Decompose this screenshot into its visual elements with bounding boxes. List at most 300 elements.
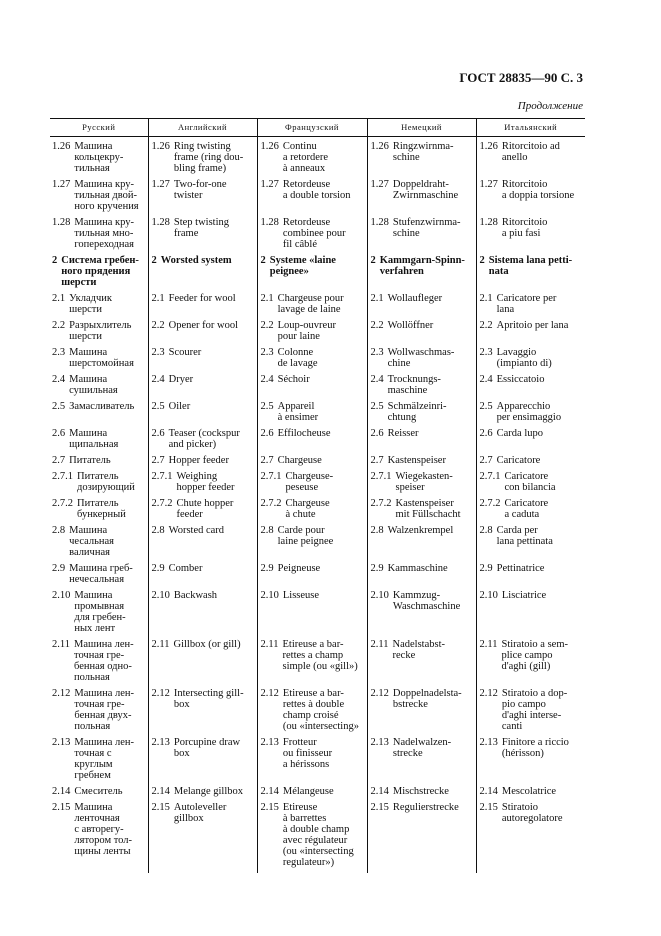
term-cell-french (257, 255, 367, 293)
term-cell-english (148, 563, 257, 590)
term-cell-italian (476, 374, 585, 401)
term-number: 2 (370, 255, 376, 266)
term-text: Opener for wool (168, 320, 239, 331)
table-body (50, 137, 585, 874)
term-cell-german (367, 590, 476, 639)
term-number: 2 (479, 255, 485, 266)
term-cell-german (367, 179, 476, 217)
term-text: Séchoir (277, 374, 310, 385)
table-row (50, 563, 585, 590)
table-row (50, 179, 585, 217)
term-text: Chute hopper feeder (176, 498, 234, 520)
term-text: Stiratoio a dop- pio campo d'aghi interse- canti (501, 688, 568, 732)
term-text: Intersecting gill- box (173, 688, 244, 710)
term-number: 2.1 (151, 293, 165, 304)
term-number: 2.9 (370, 563, 384, 574)
term-cell-french (257, 525, 367, 563)
term-text: Carde pour laine peignee (277, 525, 334, 547)
term-number: 1.28 (370, 217, 389, 228)
table-row (50, 320, 585, 347)
column-header-french: Французский (257, 119, 367, 137)
term-text: Питатель (69, 455, 111, 466)
term-number: 1.27 (260, 179, 279, 190)
term-text: Ritorcitoio a doppia torsione (501, 179, 575, 201)
term-cell-german (367, 498, 476, 525)
term-cell-russian (50, 179, 148, 217)
term-cell-italian (476, 347, 585, 374)
term-text: Colonne de lavage (277, 347, 318, 369)
term-text: Oiler (168, 401, 191, 412)
term-cell-italian (476, 525, 585, 563)
term-number: 2.1 (370, 293, 384, 304)
term-text: Машина сушильная (69, 374, 118, 396)
term-number: 2.14 (260, 786, 279, 797)
term-text: Schmälzeinri- chtung (387, 401, 447, 423)
term-text: Mescolatrice (501, 786, 557, 797)
term-text: Chargeuse pour lavage de laine (277, 293, 344, 315)
term-number: 2.7 (479, 455, 493, 466)
term-cell-russian (50, 737, 148, 786)
term-text: Машина чесальная валичная (69, 525, 115, 558)
term-cell-italian (476, 688, 585, 737)
term-cell-german (367, 293, 476, 320)
table-row (50, 498, 585, 525)
term-cell-french (257, 401, 367, 428)
term-cell-french (257, 428, 367, 455)
term-cell-italian (476, 255, 585, 293)
term-cell-french (257, 217, 367, 255)
term-text: Замасливатель (69, 401, 135, 412)
term-number: 2.4 (370, 374, 384, 385)
term-cell-italian (476, 786, 585, 802)
term-cell-french (257, 347, 367, 374)
term-cell-french (257, 786, 367, 802)
term-text: Машина ленточная с авторегу- лятором тол- щины ленты (74, 802, 133, 857)
term-cell-english (148, 737, 257, 786)
term-text: Разрыхлитель шерсти (69, 320, 132, 342)
term-number: 2.11 (260, 639, 279, 650)
term-cell-italian (476, 802, 585, 873)
term-text: Lisseuse (282, 590, 320, 601)
term-cell-russian (50, 293, 148, 320)
term-number: 2.2 (151, 320, 165, 331)
term-number: 2.6 (370, 428, 384, 439)
term-number: 2.3 (370, 347, 384, 358)
term-number: 2.10 (151, 590, 170, 601)
term-text: Wiegekasten- speiser (395, 471, 453, 493)
term-text: Машина кольцекру- тильная (74, 141, 124, 174)
term-cell-english (148, 590, 257, 639)
term-number: 2.12 (52, 688, 71, 699)
term-cell-french (257, 320, 367, 347)
term-text: Chargeuse (277, 455, 322, 466)
table-row (50, 639, 585, 688)
term-cell-english (148, 293, 257, 320)
term-number: 2.1 (479, 293, 493, 304)
term-cell-french (257, 737, 367, 786)
term-number: 2 (151, 255, 157, 266)
term-text: Машина промывная для гребен- ных лент (74, 590, 126, 634)
term-number: 2.7 (370, 455, 384, 466)
term-cell-english (148, 455, 257, 471)
column-header-italian: Итальянский (476, 119, 585, 137)
term-text: Hopper feeder (168, 455, 229, 466)
term-text: Autoleveller gillbox (173, 802, 227, 824)
term-number: 2.6 (151, 428, 165, 439)
term-cell-french (257, 639, 367, 688)
term-text: Машина щипальная (69, 428, 119, 450)
table-row (50, 737, 585, 786)
term-text: Etireuse a bar- rettes a champ simple (ou «gill») (282, 639, 358, 672)
term-text: Kammgarn-Spinn- verfahren (379, 255, 465, 277)
term-cell-italian (476, 639, 585, 688)
term-cell-french (257, 293, 367, 320)
term-cell-russian (50, 255, 148, 293)
term-text: Caricatore (496, 455, 541, 466)
term-number: 2.3 (479, 347, 493, 358)
term-number: 2.5 (151, 401, 165, 412)
term-text: Машина лен- точная с круглым гребнем (74, 737, 134, 781)
term-number: 2.11 (151, 639, 170, 650)
term-cell-english (148, 217, 257, 255)
term-cell-german (367, 455, 476, 471)
term-cell-italian (476, 137, 585, 180)
term-cell-german (367, 428, 476, 455)
term-cell-russian (50, 347, 148, 374)
term-cell-russian (50, 455, 148, 471)
term-cell-russian (50, 563, 148, 590)
term-number: 2.10 (52, 590, 71, 601)
term-text: Retordeuse combinee pour fil câblé (282, 217, 346, 250)
term-text: Питатель бункерный (77, 498, 126, 520)
term-text: Chargeuse à chute (285, 498, 330, 520)
term-number: 2.11 (370, 639, 389, 650)
term-number: 2.12 (151, 688, 170, 699)
term-text: Wollaufleger (387, 293, 443, 304)
table-row (50, 428, 585, 455)
term-text: Ringzwirnma- schine (392, 141, 454, 163)
term-text: Pettinatrice (496, 563, 545, 574)
term-cell-french (257, 455, 367, 471)
term-number: 2.5 (260, 401, 274, 412)
term-number: 2.5 (52, 401, 66, 412)
term-number: 2.7 (260, 455, 274, 466)
term-text: Walzenkrempel (387, 525, 454, 536)
term-cell-german (367, 217, 476, 255)
term-text: Stiratoio a sem- plice campo d'aghi (gill) (501, 639, 568, 672)
term-number: 2.9 (52, 563, 66, 574)
term-text: Caricatore con bilancia (504, 471, 556, 493)
term-number: 1.28 (52, 217, 71, 228)
term-text: Weighing hopper feeder (176, 471, 235, 493)
term-number: 2.3 (260, 347, 274, 358)
term-text: Essiccatoio (496, 374, 545, 385)
term-number: 2.7.1 (370, 471, 392, 482)
term-number: 2.8 (151, 525, 165, 536)
term-cell-italian (476, 428, 585, 455)
term-number: 2 (52, 255, 58, 266)
term-cell-french (257, 471, 367, 498)
term-text: Step twisting frame (173, 217, 230, 239)
term-number: 2.11 (52, 639, 70, 650)
term-text: Frotteur ou finisseur a hérissons (282, 737, 333, 770)
term-text: Appareil à ensimer (277, 401, 319, 423)
term-cell-italian (476, 471, 585, 498)
term-text: Sistema lana petti- nata (488, 255, 573, 277)
term-cell-german (367, 688, 476, 737)
term-text: Trocknungs- maschine (387, 374, 441, 396)
term-number: 2.8 (479, 525, 493, 536)
term-number: 2.13 (370, 737, 389, 748)
term-cell-russian (50, 471, 148, 498)
term-text: Ritorcitoio ad anello (501, 141, 560, 163)
term-cell-german (367, 374, 476, 401)
term-cell-italian (476, 737, 585, 786)
term-text: Ritorcitoio a piu fasi (501, 217, 548, 239)
term-cell-english (148, 786, 257, 802)
term-text: Машина шерстомойная (69, 347, 134, 369)
term-cell-german (367, 737, 476, 786)
table-row (50, 347, 585, 374)
term-number: 1.27 (151, 179, 170, 190)
term-number: 2.7.1 (151, 471, 173, 482)
term-cell-russian (50, 137, 148, 180)
table-row (50, 293, 585, 320)
term-text: Worsted system (160, 255, 232, 266)
term-text: Смеситель (74, 786, 123, 797)
continuation-label: Продолжение (517, 100, 583, 112)
term-cell-russian (50, 688, 148, 737)
term-number: 2.9 (260, 563, 274, 574)
term-number: 2.14 (52, 786, 71, 797)
term-cell-german (367, 802, 476, 873)
term-number: 2.10 (260, 590, 279, 601)
term-cell-russian (50, 525, 148, 563)
term-number: 2.14 (479, 786, 498, 797)
table-row (50, 255, 585, 293)
term-cell-russian (50, 374, 148, 401)
table-row (50, 455, 585, 471)
term-text: Kammzug- Waschmaschine (392, 590, 461, 612)
term-number: 2.13 (479, 737, 498, 748)
term-text: Finitore a riccio (hérisson) (501, 737, 569, 759)
term-cell-french (257, 688, 367, 737)
term-number: 2.1 (260, 293, 274, 304)
term-text: Teaser (cockspur and picker) (168, 428, 240, 450)
term-number: 2.15 (479, 802, 498, 813)
term-number: 2.1 (52, 293, 66, 304)
term-text: Loup-ouvreur pour laine (277, 320, 336, 342)
term-number: 2.7.1 (52, 471, 73, 482)
term-text: Carda per lana pettinata (496, 525, 553, 547)
term-cell-english (148, 374, 257, 401)
term-number: 2.6 (260, 428, 274, 439)
term-cell-italian (476, 293, 585, 320)
table-row (50, 525, 585, 563)
term-text: Машина греб- нечесальная (69, 563, 133, 585)
term-text: Apritoio per lana (496, 320, 569, 331)
term-text: Ring twisting frame (ring dou- bling frame) (173, 141, 244, 174)
term-text: Doppeldraht- Zwirnmaschine (392, 179, 459, 201)
term-text: Mélangeuse (282, 786, 334, 797)
term-text: Apparecchio per ensimaggio (496, 401, 562, 423)
term-text: Systeme «laine peignee» (269, 255, 336, 277)
term-text: Caricatore a caduta (504, 498, 549, 520)
term-cell-russian (50, 590, 148, 639)
term-number: 2.12 (260, 688, 279, 699)
term-number: 2.3 (52, 347, 66, 358)
term-cell-english (148, 401, 257, 428)
term-number: 2.4 (52, 374, 66, 385)
term-cell-russian (50, 320, 148, 347)
term-text: Wollöffner (387, 320, 434, 331)
term-text: Melange gillbox (173, 786, 243, 797)
term-cell-german (367, 401, 476, 428)
term-text: Nadelwalzen- strecke (392, 737, 452, 759)
term-cell-russian (50, 498, 148, 525)
term-text: Lisciatrice (501, 590, 547, 601)
term-cell-russian (50, 786, 148, 802)
table-row (50, 471, 585, 498)
term-cell-english (148, 688, 257, 737)
term-number: 2.8 (370, 525, 384, 536)
term-text: Nadelstabst- recke (392, 639, 445, 661)
term-number: 2.7.2 (52, 498, 73, 509)
term-cell-german (367, 347, 476, 374)
term-cell-french (257, 137, 367, 180)
term-text: Машина лен- точная гре- бенная одно- польная (74, 639, 134, 683)
term-number: 2.10 (370, 590, 389, 601)
term-text: Dryer (168, 374, 194, 385)
term-cell-english (148, 428, 257, 455)
table-row (50, 401, 585, 428)
term-cell-russian (50, 639, 148, 688)
term-number: 2.7 (151, 455, 165, 466)
term-number: 2.12 (370, 688, 389, 699)
term-text: Kastenspeiser mit Füllschacht (395, 498, 461, 520)
term-cell-english (148, 320, 257, 347)
term-cell-german (367, 786, 476, 802)
term-cell-russian (50, 428, 148, 455)
term-text: Питатель дозирующий (77, 471, 135, 493)
term-text: Caricatore per lana (496, 293, 557, 315)
term-text: Kammaschine (387, 563, 448, 574)
term-cell-german (367, 525, 476, 563)
term-text: Машина кру- тильная мно- гопереходная (74, 217, 134, 250)
term-number: 2.7 (52, 455, 66, 466)
term-number: 2.14 (370, 786, 389, 797)
term-cell-german (367, 639, 476, 688)
term-number: 2.7.2 (260, 498, 282, 509)
term-text: Укладчик шерсти (69, 293, 112, 315)
term-number: 2.2 (370, 320, 384, 331)
term-number: 2.13 (151, 737, 170, 748)
term-cell-italian (476, 498, 585, 525)
term-text: Backwash (173, 590, 218, 601)
term-text: Continu a retordere à anneaux (282, 141, 329, 174)
term-number: 2.4 (260, 374, 274, 385)
term-cell-german (367, 471, 476, 498)
term-cell-russian (50, 802, 148, 873)
term-text: Stufenzwirnma- schine (392, 217, 461, 239)
terms-table (50, 118, 585, 873)
term-cell-english (148, 525, 257, 563)
term-cell-english (148, 347, 257, 374)
term-number: 1.26 (151, 141, 170, 152)
term-text: Porcupine draw box (173, 737, 241, 759)
term-number: 2.7.1 (479, 471, 501, 482)
table-row (50, 786, 585, 802)
term-number: 1.27 (370, 179, 389, 190)
term-number: 2.9 (479, 563, 493, 574)
term-text: Etireuse a bar- rettes à double champ croisé (ou «intersecting» (282, 688, 359, 732)
term-cell-german (367, 563, 476, 590)
term-number: 2.5 (370, 401, 384, 412)
term-number: 1.28 (479, 217, 498, 228)
term-number: 1.26 (479, 141, 498, 152)
term-number: 2.6 (479, 428, 493, 439)
term-number: 2.7.2 (479, 498, 501, 509)
term-cell-english (148, 179, 257, 217)
term-text: Mischstrecke (392, 786, 449, 797)
term-cell-french (257, 179, 367, 217)
term-cell-english (148, 471, 257, 498)
term-number: 2.7.1 (260, 471, 282, 482)
term-cell-russian (50, 401, 148, 428)
term-cell-english (148, 498, 257, 525)
term-number: 2.2 (52, 320, 66, 331)
term-cell-italian (476, 320, 585, 347)
term-cell-italian (476, 401, 585, 428)
table-row (50, 802, 585, 873)
term-text: Lavaggio (impianto di) (496, 347, 552, 369)
term-number: 2.10 (479, 590, 498, 601)
table-row (50, 590, 585, 639)
header-row (50, 119, 585, 137)
term-number: 1.26 (52, 141, 71, 152)
term-cell-italian (476, 590, 585, 639)
term-text: Scourer (168, 347, 202, 358)
term-number: 2.11 (479, 639, 498, 650)
term-cell-english (148, 639, 257, 688)
term-text: Gillbox (or gill) (173, 639, 241, 650)
term-cell-english (148, 255, 257, 293)
term-number: 2.2 (479, 320, 493, 331)
term-number: 2.13 (52, 737, 71, 748)
term-number: 2.15 (151, 802, 170, 813)
term-number: 2.15 (260, 802, 279, 813)
term-number: 2 (260, 255, 266, 266)
term-cell-german (367, 255, 476, 293)
term-text: Effilocheuse (277, 428, 331, 439)
term-text: Chargeuse- peseuse (285, 471, 334, 493)
term-text: Stiratoio autoregolatore (501, 802, 563, 824)
term-number: 2.9 (151, 563, 165, 574)
term-number: 2.12 (479, 688, 498, 699)
column-header-russian: Русский (50, 119, 148, 137)
term-number: 2.4 (479, 374, 493, 385)
term-text: Reisser (387, 428, 419, 439)
term-cell-french (257, 563, 367, 590)
term-cell-german (367, 137, 476, 180)
term-text: Two-for-one twister (173, 179, 227, 201)
term-number: 2.4 (151, 374, 165, 385)
table-row (50, 688, 585, 737)
term-number: 2.15 (370, 802, 389, 813)
column-header-english: Английский (148, 119, 257, 137)
term-cell-italian (476, 179, 585, 217)
term-cell-french (257, 590, 367, 639)
